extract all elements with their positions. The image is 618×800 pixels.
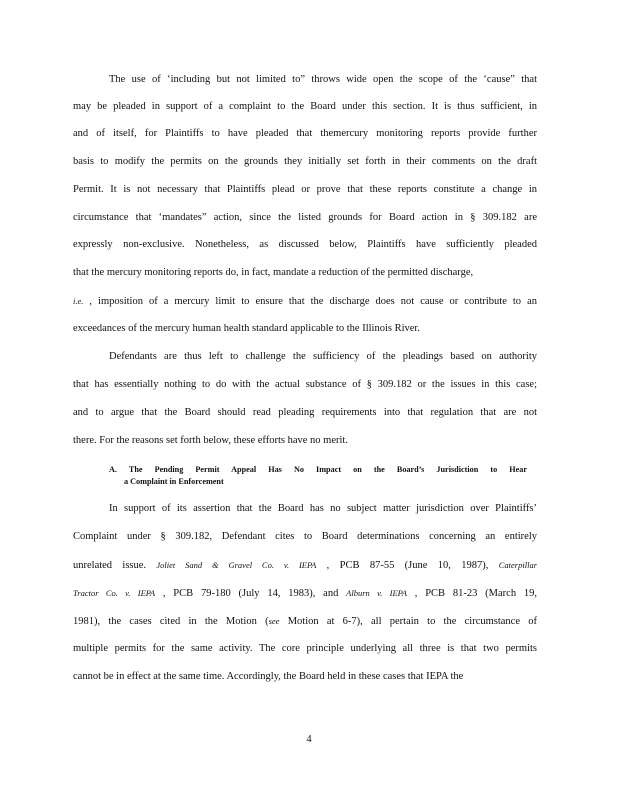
line-text: , imposition of a mercury limit to ensure that the discharge does not cause or contribute to an (83, 296, 537, 307)
paragraph-line: basis to modify the permits on the grounds they initially set forth in their comments on the draft (73, 156, 537, 167)
line-text: unrelated issue. (73, 560, 147, 571)
paragraph-line: that the mercury monitoring reports do, in fact, mandate a reduction of the permitted discharge, (73, 267, 474, 278)
line-text: Motion at 6-7), all pertain to the circumstance of (279, 616, 537, 627)
paragraph-line: and of itself, for Plaintiffs to have pleaded that themercury monitoring reports provide further (73, 128, 537, 139)
paragraph-line: that has essentially nothing to do with the actual substance of § 309.182 or the issues in this case; (73, 379, 537, 390)
paragraph-line: exceedances of the mercury human health standard applicable to the Illinois River. (73, 323, 420, 334)
paragraph-line: In support of its assertion that the Board has no subject matter jurisdiction over Plaintiffs’ (109, 503, 537, 514)
paragraph-line (73, 558, 537, 573)
paragraph-line: Complaint under § 309.182, Defendant cites to Board determinations concerning an entirely (73, 531, 537, 542)
line-text: 1981), the cases cited in the Motion ( (73, 616, 269, 627)
line-text: , PCB 81-23 (March 19, (406, 588, 537, 599)
paragraph-line: may be pleaded in support of a complaint to the Board under this section. It is thus sufficient, in (73, 101, 537, 112)
section-heading: A. The Pending Permit Appeal Has No Impact on the Board’s Jurisdiction to Hear (109, 465, 527, 474)
paragraph-line: Defendants are thus left to challenge the sufficiency of the pleadings based on authority (109, 351, 537, 362)
paragraph-line (73, 586, 537, 601)
case-citation: Alburn v. IEPA (346, 588, 407, 598)
case-citation: Tractor Co. v. IEPA (73, 588, 156, 598)
paragraph-line: expressly non-exclusive. Nonetheless, as discussed below, Plaintiffs have sufficiently pleaded (73, 239, 537, 250)
paragraph-line: The use of ‘including but not limited to” throws wide open the scope of the ‘cause” that (109, 74, 537, 85)
signal-word: see (268, 616, 280, 626)
latin-abbreviation: i.e. (73, 296, 84, 306)
paragraph-line: Permit. It is not necessary that Plaintiffs plead or prove that these reports constitute a change in (73, 184, 537, 195)
paragraph-line: and to argue that the Board should read pleading requirements into that regulation that are not (73, 407, 537, 418)
paragraph-line (73, 614, 537, 629)
page-number: 4 (306, 734, 312, 745)
line-text: , PCB 87-55 (June 10, 1987), (316, 560, 489, 571)
paragraph-line: cannot be in effect at the same time. Accordingly, the Board held in these cases that IEPA the (73, 671, 464, 682)
paragraph-line: multiple permits for the same activity. The core principle underlying all three is that two permits (73, 643, 537, 654)
case-citation: Joliet Sand & Gravel Co. v. IEPA (156, 560, 317, 570)
line-text: , PCB 79-180 (July 14, 1983), and (155, 588, 339, 599)
paragraph-line: circumstance that ‘mandates” action, since the listed grounds for Board action in § 309.182 are (73, 212, 537, 223)
section-heading-continued: a Complaint in Enforcement (124, 477, 224, 486)
paragraph-line: there. For the reasons set forth below, these efforts have no merit. (73, 435, 348, 446)
paragraph-line (73, 294, 537, 309)
case-citation: Caterpillar (498, 560, 538, 570)
